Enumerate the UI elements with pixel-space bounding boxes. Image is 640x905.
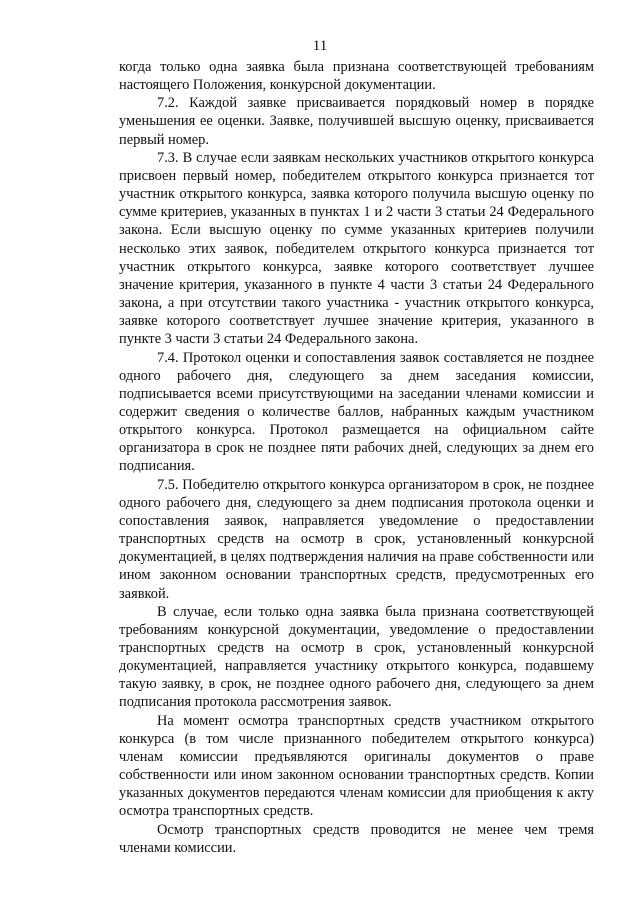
page-number: 11: [312, 38, 328, 54]
paragraph-single-application: В случае, если только одна заявка была признана соответствующей требованиям конкурсной документации, уведомление о предоставлении транспортных средств на осмотр в срок, установленный конкурсной документацией, направляется участнику открытого конкурса, подавшему такую заявку, в срок, не позднее одного рабочего дня, следующего за днем подписания протокола рассмотрения заявок.: [119, 603, 594, 711]
paragraph-7-5: 7.5. Победителю открытого конкурса организатором в срок, не позднее одного рабочего дня, следующего за днем подписания протокола оценки и сопоставления заявок, направляется уведомление о предоставлении транспортных средств на осмотр в срок, установленный конкурсной документацией, в целях подтверждения наличия на праве собственности или ином законном основании транспортных средств, предусмотренных его заявкой.: [119, 476, 594, 602]
paragraph-7-3: 7.3. В случае если заявкам нескольких участников открытого конкурса присвоен первый номер, победителем открытого конкурса признается тот участник открытого конкурса, заявка которого получила высшую оценку по сумме критериев, указанных в пунктах 1 и 2 части 3 статьи 24 Федерального закона. Если высшую оценку по сумме указанных критериев получили несколько этих заявок, победителем открытого конкурса признается тот участник открытого конкурса, заявке которого соответствует лучшее значение критерия, указанного в пункте 4 части 3 статьи 24 Федерального закона, а при отсутствии такого участника - участник открытого конкурса, заявке которого соответствует лучшее значение критерия, указанного в пункте 3 части 3 статьи 24 Федерального закона.: [119, 149, 594, 348]
paragraph-7-4: 7.4. Протокол оценки и сопоставления заявок составляется не позднее одного рабочего дня, следующего за днем заседания комиссии, подписывается всеми присутствующими на заседании членами комиссии и содержит сведения о количестве баллов, набранных каждым участником открытого конкурса. Протокол размещается на официальном сайте организатора в срок не позднее пяти рабочих дней, следующих за днем его подписания.: [119, 349, 594, 475]
paragraph-inspection-quorum: Осмотр транспортных средств проводится не менее чем тремя членами комиссии.: [119, 821, 594, 856]
paragraph-7-2: 7.2. Каждой заявке присваивается порядковый номер в порядке уменьшения ее оценки. Заявке, получившей высшую оценку, присваивается первый номер.: [119, 95, 594, 148]
paragraph-continuation: когда только одна заявка была признана соответствующей требованиям настоящего Положения, конкурсной документации.: [119, 59, 594, 94]
document-body: [119, 58, 594, 857]
paragraph-inspection-documents: На момент осмотра транспортных средств участником открытого конкурса (в том числе признанного победителем открытого конкурса) членам комиссии предъявляются оригиналы документов о праве собственности или ином законном основании транспортных средств. Копии указанных документов передаются членам комиссии для приобщения к акту осмотра транспортных средств.: [119, 712, 594, 820]
